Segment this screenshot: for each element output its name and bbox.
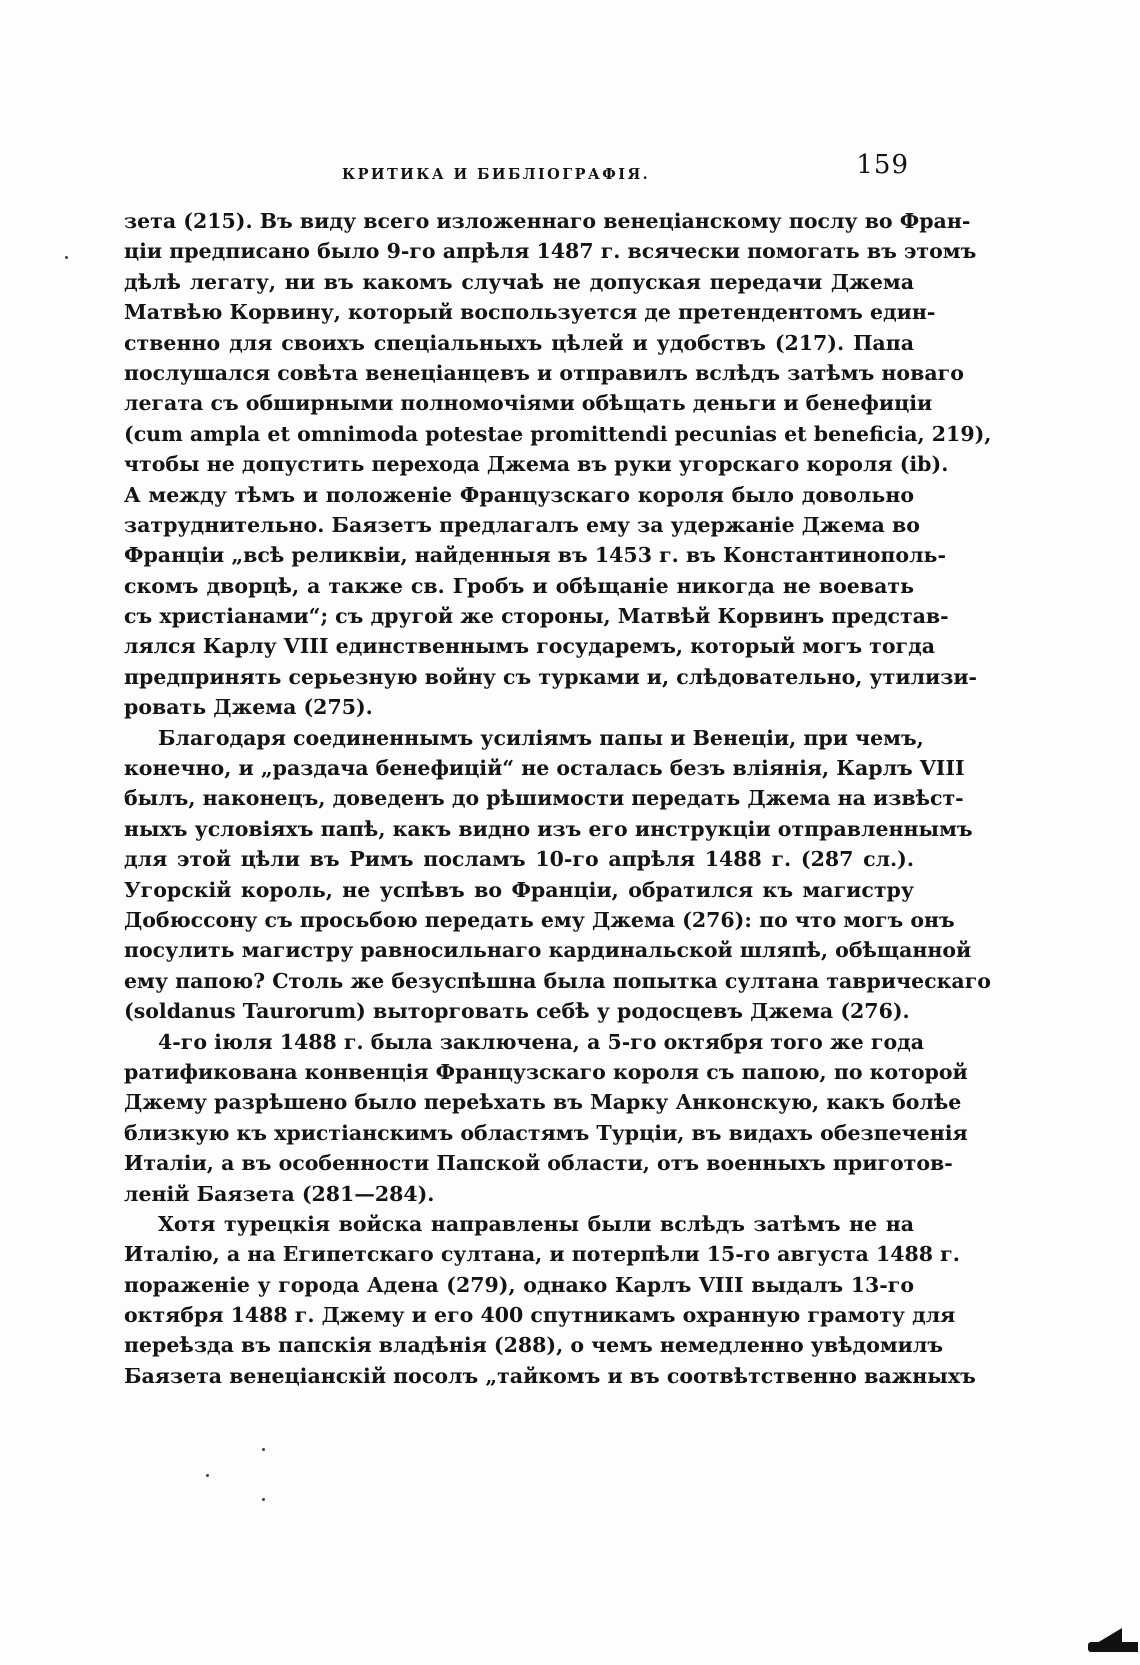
text-line: дѣлѣ легату, ни въ какомъ случаѣ не допуская передачи Джема [124, 269, 914, 294]
text-line: Италiю, а на Египетскаго султана, и потерпѣли 15-го августа 1488 г. [124, 1242, 960, 1267]
scan-speck [206, 1474, 209, 1477]
text-line: цiи предписано было 9-го апрѣля 1487 г. всячески помогать въ этомъ [124, 239, 977, 264]
text-line: чтобы не допустить перехода Джема въ руки угорскаго короля (ib). [124, 452, 949, 477]
text-line: послушался совѣта венецiанцевъ и отправилъ вслѣдъ затѣмъ новаго [124, 360, 964, 385]
running-title: КРИТИКА И БИБЛIОГРАФIЯ. [342, 166, 651, 183]
text-line: Матвѣю Корвину, который воспользуется де претендентомъ един- [124, 300, 936, 325]
scan-ink-mark [1092, 1628, 1122, 1646]
text-line: съ христiанами“; съ другой же стороны, Матвѣй Корвинъ представ- [124, 604, 949, 629]
text-line: близкую къ христiанскимъ областямъ Турцiи, въ видахъ обезпеченiя [124, 1120, 968, 1145]
text-line: ему папою? Столь же безуспѣшна была попытка султана таврическаго [124, 968, 991, 993]
text-line: былъ, наконецъ, доведенъ до рѣшимости передать Джема на извѣст- [124, 786, 964, 811]
scan-speck [262, 1448, 265, 1451]
text-line: для этой цѣли въ Римъ посламъ 10-го апрѣля 1488 г. (287 сл.). [124, 847, 914, 872]
text-line: (cum ampla et omnimoda potestae promittendi pecunias et beneficia, 219), [124, 421, 992, 446]
text-line: переѣзда въ папскiя владѣнiя (288), о чемъ немедленно увѣдомилъ [124, 1333, 944, 1358]
text-line: Италiи, а въ особенности Папской области, отъ военныхъ приготов- [124, 1151, 953, 1176]
text-line: ственно для своихъ спецiальныхъ цѣлей и удобствъ (217). Папа [124, 330, 914, 355]
text-line: Благодаря соединеннымъ усилiямъ папы и Венецiи, при чемъ, [158, 725, 924, 750]
body-text [124, 206, 992, 1391]
text-line: 4-го iюля 1488 г. была заключена, а 5-го октября того же года [158, 1029, 925, 1054]
text-line: Добюссону съ просьбою передать ему Джема (276): по что могъ онъ [124, 907, 955, 932]
text-line: Хотя турецкiя войска направлены были вслѣдъ затѣмъ не на [158, 1211, 914, 1236]
page-header [120, 150, 915, 190]
text-line: скомъ дворцѣ, а также св. Гробъ и обѣщанiе никогда не воевать [124, 573, 914, 598]
text-line: ленiй Баязета (281—284). [124, 1181, 435, 1206]
text-line: легата съ обширными полномочiями обѣщать деньги и бенефицiи [124, 391, 933, 416]
text-line: (soldanus Taurorum) выторговать себѣ у родосцевъ Джема (276). [124, 999, 910, 1024]
text-line: конечно, и „раздача бенефицiй“ не осталась безъ влiянiя, Карлъ VIII [124, 756, 965, 781]
scan-speck [65, 256, 68, 259]
text-line: ныхъ условiяхъ папѣ, какъ видно изъ его инструкцiи отправленнымъ [124, 816, 973, 841]
scan-speck [262, 1498, 265, 1501]
text-line: предпринять серьезную войну съ турками и, слѣдовательно, утилизи- [124, 664, 978, 689]
text-line: зета (215). Въ виду всего изложеннаго венецiанскому послу во Фран- [124, 209, 971, 233]
page-number: 159 [856, 150, 909, 180]
text-line: ратификована конвенцiя Французскаго короля съ папою, по которой [124, 1059, 968, 1084]
text-line: лялся Карлу VIII единственнымъ государемъ, который могъ тогда [124, 634, 936, 659]
text-line: Угорскiй король, не успѣвъ во Францiи, обратился къ магистру [124, 877, 914, 902]
text-line: ровать Джема (275). [124, 695, 373, 720]
text-line: Баязета венецiанскiй посолъ „тайкомъ и въ соотвѣтственно важныхъ [124, 1363, 976, 1388]
text-line: пораженiе у города Адена (279), однако Карлъ VIII выдалъ 13-го [124, 1272, 914, 1297]
text-line: Джему разрѣшено было переѣхать въ Марку Анконскую, какъ болѣе [124, 1090, 962, 1115]
text-line: затруднительно. Баязетъ предлагалъ ему за удержанiе Джема во [124, 512, 920, 537]
text-line: А между тѣмъ и положенiе Французскаго короля было довольно [124, 482, 914, 507]
text-line: октября 1488 г. Джему и его 400 спутникамъ охранную грамоту для [124, 1303, 956, 1328]
text-line: посулить магистру равносильнаго кардинальской шляпѣ, обѣщанной [124, 938, 972, 963]
text-line: Францiи „всѣ реликвiи, найденныя въ 1453 г. въ Константинополь- [124, 543, 946, 568]
